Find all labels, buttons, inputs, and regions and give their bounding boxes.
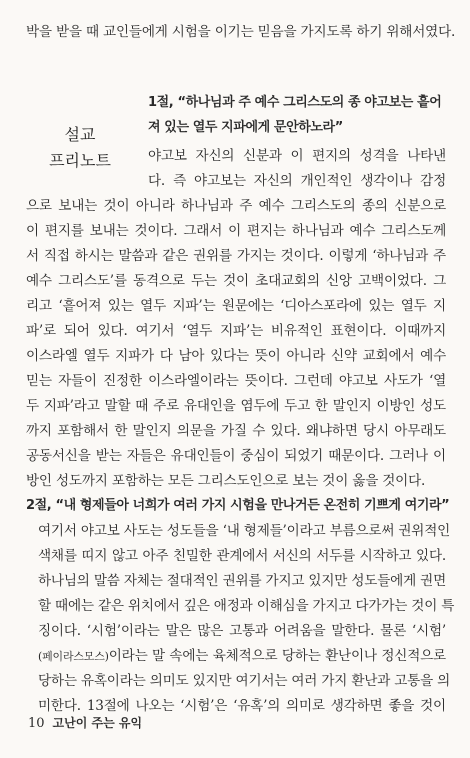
verse-1-heading-line: 1절, “하나님과 주 예수 그리스도의 종 야고보는 흩어 (148, 95, 442, 110)
verse-number: 2절, (26, 498, 52, 513)
paragraph-line: 까지 포함해서 한 말인지 의문을 가질 수 있다. 왜냐하면 당시 아무래도 (26, 423, 446, 439)
sidebar-label-line: 프리노트 (49, 151, 111, 170)
verse-1-heading (148, 93, 446, 113)
paragraph-line: 박을 받을 때 교인들에게 시험을 이기는 믿음을 가지도록 하기 위해서였다. (26, 24, 456, 40)
paragraph-line: 공동서신을 받는 자들은 유대인들이 중심이 되었기 때문이다. 그러나 이 (26, 448, 446, 464)
paragraph-line: 할 때에는 같은 위치에서 깊은 애정과 이해심을 가지고 다가가는 것이 특 (38, 598, 455, 614)
paragraph-line: 하나님의 말씀 자체는 절대적인 권위를 가지고 있지만 성도들에게 권면 (38, 573, 446, 589)
sermon-prenote-label (30, 122, 130, 174)
paragraph-line: 징이다. ‘시험’이라는 말은 많은 고통과 어려움을 말한다. 물론 ‘시험’ (38, 623, 446, 639)
paragraph-line: 방인 성도까지 포함하는 모든 그리스도인으로 보는 것이 옳을 것이다. (26, 473, 426, 489)
paragraph-line: 당하는 유혹이라는 의미도 있지만 여기서는 여러 가지 환난과 고통을 의 (38, 673, 451, 689)
paragraph-line: 이 편지를 보내는 것이다. 그래서 이 편지는 하나님과 예수 그리스도께 (26, 223, 446, 239)
book-title: 고난이 주는 유익 (52, 716, 143, 730)
paragraph-line: 두 지파’라고 말할 때 주로 유대인을 염두에 두고 한 말인지 이방인 성도 (26, 398, 446, 414)
paragraph-line: 파’로 되어 있다. 여기서 ‘열두 지파’는 비유적인 표현이다. 이때까지 (26, 323, 446, 339)
paragraph-line (38, 646, 446, 667)
paragraph-line: 미한다. 13절에 나오는 ‘시험’은 ‘유혹’의 의미로 생각하면 좋을 것이 (38, 698, 446, 714)
page-footer (28, 714, 142, 731)
paragraph-line: 믿는 자들이 진정한 이스라엘이라는 뜻이다. 그런데 야고보 사도가 ‘열 (26, 373, 446, 389)
paragraph-line: 으로 보내는 것이 아니라 하나님과 주 예수 그리스도의 종의 신분으로 (26, 198, 446, 214)
paragraph-line-text: 이라는 말 속에는 육체적으로 당하는 환난이나 정신적으로 (108, 648, 446, 664)
paragraph-line: 야고보 자신의 신분과 이 편지의 성격을 나타낸 (148, 148, 446, 164)
sidebar-label-line: 설교 (64, 125, 96, 144)
paragraph-line: 여기서 야고보 사도는 성도들을 ‘내 형제들’이라고 부름으로써 권위적인 (38, 523, 451, 539)
verse-number: 1절, (148, 95, 174, 110)
paragraph-line: 색채를 띠지 않고 아주 친밀한 관계에서 서신의 서두를 시작하고 있다. (38, 548, 446, 564)
paragraph-line: 이스라엘 열두 지파가 다 남아 있다는 뜻이 아니라 신약 교회에서 예수 (26, 348, 446, 364)
greek-term-reference: (페이라스모스) (38, 650, 109, 663)
paragraph-line: 예수 그리스도’를 동격으로 두는 것이 초대교회의 신앙 고백이었다. 그 (26, 273, 446, 289)
paragraph-line: 서 직접 하시는 말씀과 같은 권위를 가지는 것이다. 이렇게 ‘하나님과 주 (26, 248, 446, 264)
page-number: 10 (28, 716, 45, 731)
verse-1-heading-continued: 져 있는 열두 지파에게 문안하노라” (148, 120, 343, 135)
paragraph-line: 리고 ‘흩어져 있는 열두 지파’는 원문에는 ‘디아스포라에 있는 열두 지 (26, 298, 446, 314)
verse-2-heading: 2절, “내 형제들아 너희가 여러 가지 시험을 만나거든 온전히 기쁘게 여기라” (26, 498, 450, 513)
paragraph-line: 다. 즉 야고보는 자신의 개인적인 생각이나 감정 (148, 173, 446, 189)
